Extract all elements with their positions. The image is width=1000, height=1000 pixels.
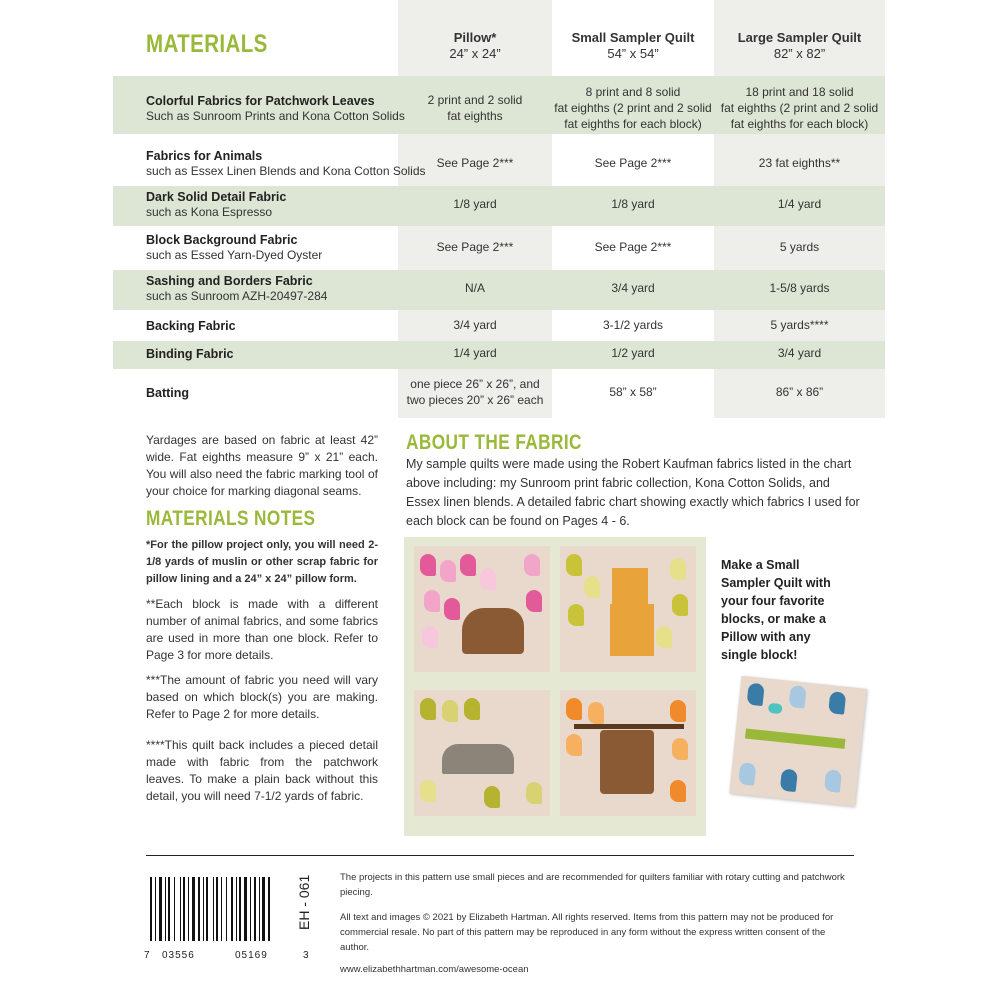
pillow-note: *For the pillow project only, you will need 2-1/8 yards of muslin or other scrap fabric for pillow lining and a 24” x 24” pillow form. xyxy=(146,539,378,585)
cell-line: 3/4 yard xyxy=(453,317,497,332)
cell-line: two pieces 20” x 26” each xyxy=(406,392,544,407)
alligator-shape xyxy=(745,728,845,748)
row-label xyxy=(146,347,234,362)
row-label xyxy=(146,274,327,304)
table-cell-pillow xyxy=(398,365,552,418)
cell-line: 3/4 yard xyxy=(777,346,822,360)
table-cell-pillow xyxy=(398,266,552,310)
pattern-sku: EH - 061 xyxy=(296,874,312,930)
table-cell-large xyxy=(714,182,885,226)
col-pillow-size: 24” x 24” xyxy=(449,46,501,61)
cell-line: 8 print and 8 solid xyxy=(585,85,681,99)
cell-line: 86” x 86” xyxy=(775,384,824,399)
capybara-shape xyxy=(462,608,524,654)
butterfly-shape xyxy=(768,703,783,714)
barcode xyxy=(150,877,298,941)
lynx-head xyxy=(612,568,648,604)
col-small-name: Small Sampler Quilt xyxy=(571,30,695,45)
table-cell-small xyxy=(552,266,714,310)
table-cell-large xyxy=(714,365,885,418)
col-header-small xyxy=(552,30,714,62)
cell-line: 1/8 yard xyxy=(611,197,655,211)
row-label xyxy=(146,94,405,124)
sampler-quilt-image xyxy=(404,537,706,836)
note-backing: ****This quilt back includes a pieced detail made with fabric from the patchwork leaves. To make a plain back without this detail, you will need 7-1/2 yards of fabric. xyxy=(146,738,378,803)
row-label-title: Dark Solid Detail Fabric xyxy=(146,190,287,204)
cell-line: 1-5/8 yards xyxy=(769,281,830,295)
callout-text: Make a Small Sampler Quilt with your four favorite blocks, or make a Pillow with any single block! xyxy=(721,558,831,662)
cell-line: 1/4 yard xyxy=(453,346,497,360)
row-label-title: Block Background Fabric xyxy=(146,233,298,247)
table-cell-large xyxy=(714,224,885,270)
armadillo-shape xyxy=(442,744,514,774)
col-large-name: Large Sampler Quilt xyxy=(737,30,862,45)
col-header-pillow xyxy=(398,30,552,62)
cell-line: 3/4 yard xyxy=(611,281,655,295)
col-pillow-name: Pillow* xyxy=(453,30,497,45)
note-animals: **Each block is made with a different number of animal fabrics, and some fabrics are used in more than one block. Refer to Page 3 for more details. xyxy=(146,597,378,662)
materials-title: MATERIALS xyxy=(146,30,268,58)
sloth-branch xyxy=(574,724,684,729)
cell-line: See Page 2*** xyxy=(436,240,514,254)
cell-line: 1/2 yard xyxy=(611,346,655,360)
row-label-title: Batting xyxy=(146,385,190,400)
table-cell-small xyxy=(552,182,714,226)
cell-line: fat eighths (2 print and 2 solid xyxy=(554,101,712,115)
lynx-block xyxy=(560,546,696,672)
table-cell-small xyxy=(552,139,714,186)
cell-line: 2 print and 2 solid xyxy=(427,93,523,107)
table-cell-large xyxy=(714,266,885,310)
cell-line: fat eighths for each block) xyxy=(564,117,702,131)
row-label-subtitle: such as Kona Espresso xyxy=(146,205,273,219)
cell-line: See Page 2*** xyxy=(594,240,672,254)
sloth-shape xyxy=(600,730,654,794)
row-label-title: Sashing and Borders Fabric xyxy=(146,274,313,288)
about-fabric-text: My sample quilts were made using the Robert Kaufman fabrics listed in the chart above including: my Sunroom print fabric collection, Kona Cotton Solids, and Essex linen blends. A detailed fabric chart showing exactly which fabrics I used for each block can be found on Pages 4 - 6. xyxy=(406,457,860,528)
armadillo-block xyxy=(414,690,550,816)
col-large-size: 82” x 82” xyxy=(773,46,826,61)
pillow-image xyxy=(729,676,867,807)
table-cell-pillow xyxy=(398,224,552,270)
cell-line: 5 yards**** xyxy=(770,317,829,332)
table-cell-small xyxy=(552,365,714,418)
capybara-block xyxy=(414,546,550,672)
row-label-subtitle: such as Essed Yarn-Dyed Oyster xyxy=(146,248,323,262)
barcode-left-digit: 7 xyxy=(144,950,150,961)
row-label-title: Binding Fabric xyxy=(146,347,234,361)
row-label-title: Backing Fabric xyxy=(146,318,236,333)
cell-line: See Page 2*** xyxy=(436,155,514,170)
cell-line: fat eighths for each block) xyxy=(730,117,869,131)
about-fabric-title: ABOUT THE FABRIC xyxy=(406,431,582,454)
row-label xyxy=(146,319,236,334)
cell-line: 18 print and 18 solid xyxy=(745,85,854,99)
table-cell-small xyxy=(552,82,714,134)
sloth-block xyxy=(560,690,696,816)
row-label xyxy=(146,386,189,401)
cell-line: See Page 2*** xyxy=(594,155,672,170)
lynx-body xyxy=(610,604,654,656)
col-small-size: 54” x 54” xyxy=(607,46,659,61)
footer-skill-note: The projects in this pattern use small pieces and are recommended for quilters familiar with rotary cutting and patchwork piecing. xyxy=(340,872,845,898)
cell-line: fat eighths xyxy=(447,109,503,123)
cell-line: 5 yards xyxy=(779,240,820,254)
row-label-subtitle: Such as Sunroom Prints and Kona Cotton Solids xyxy=(146,109,405,123)
barcode-group-2: 05169 xyxy=(235,950,268,961)
note-fabric-amount: ***The amount of fabric you need will vary based on which block(s) you are making. Refer to Page 2 for more details. xyxy=(146,673,378,721)
row-label-subtitle: such as Essex Linen Blends and Kona Cotton Solids xyxy=(146,163,426,178)
cell-line: 23 fat eighths** xyxy=(758,155,841,170)
cell-line: 58” x 58” xyxy=(609,384,657,399)
col-header-large xyxy=(714,30,885,62)
barcode-group-1: 03556 xyxy=(162,950,195,961)
table-cell-small xyxy=(552,224,714,270)
row-label-title: Fabrics for Animals xyxy=(146,148,263,163)
row-label xyxy=(146,233,322,263)
cell-line: one piece 26” x 26”, and xyxy=(410,376,540,391)
table-cell-large xyxy=(714,139,885,186)
cell-line: 1/8 yard xyxy=(453,197,497,211)
footer-copyright: All text and images © 2021 by Elizabeth Hartman. All rights reserved. Items from this pattern may not be produced for commercial resale. No part of this pattern may be reproduced in any form without the express written consent of the author. xyxy=(340,912,834,953)
cell-line: 3-1/2 yards xyxy=(602,317,664,332)
table-cell-pillow xyxy=(398,182,552,226)
yardage-note: Yardages are based on fabric at least 42” wide. Fat eighths measure 9” x 21” each. You will also need the fabric marking tool of your choice for marking diagonal seams. xyxy=(146,433,378,498)
table-cell-pillow xyxy=(398,82,552,134)
footer-url[interactable]: www.elizabethhartman.com/awesome-ocean xyxy=(340,964,529,975)
cell-line: N/A xyxy=(464,281,485,295)
cell-line: fat eighths (2 print and 2 solid xyxy=(720,101,879,115)
cell-line: 1/4 yard xyxy=(777,197,822,211)
row-label xyxy=(146,149,426,179)
row-label xyxy=(146,190,286,220)
materials-notes-title: MATERIALS NOTES xyxy=(146,507,316,530)
barcode-right-digit: 3 xyxy=(303,950,309,961)
row-label-title: Colorful Fabrics for Patchwork Leaves xyxy=(146,94,375,108)
footer-divider xyxy=(146,855,854,856)
row-label-subtitle: such as Sunroom AZH-20497-284 xyxy=(146,289,328,303)
table-cell-pillow xyxy=(398,139,552,186)
table-cell-large xyxy=(714,82,885,134)
